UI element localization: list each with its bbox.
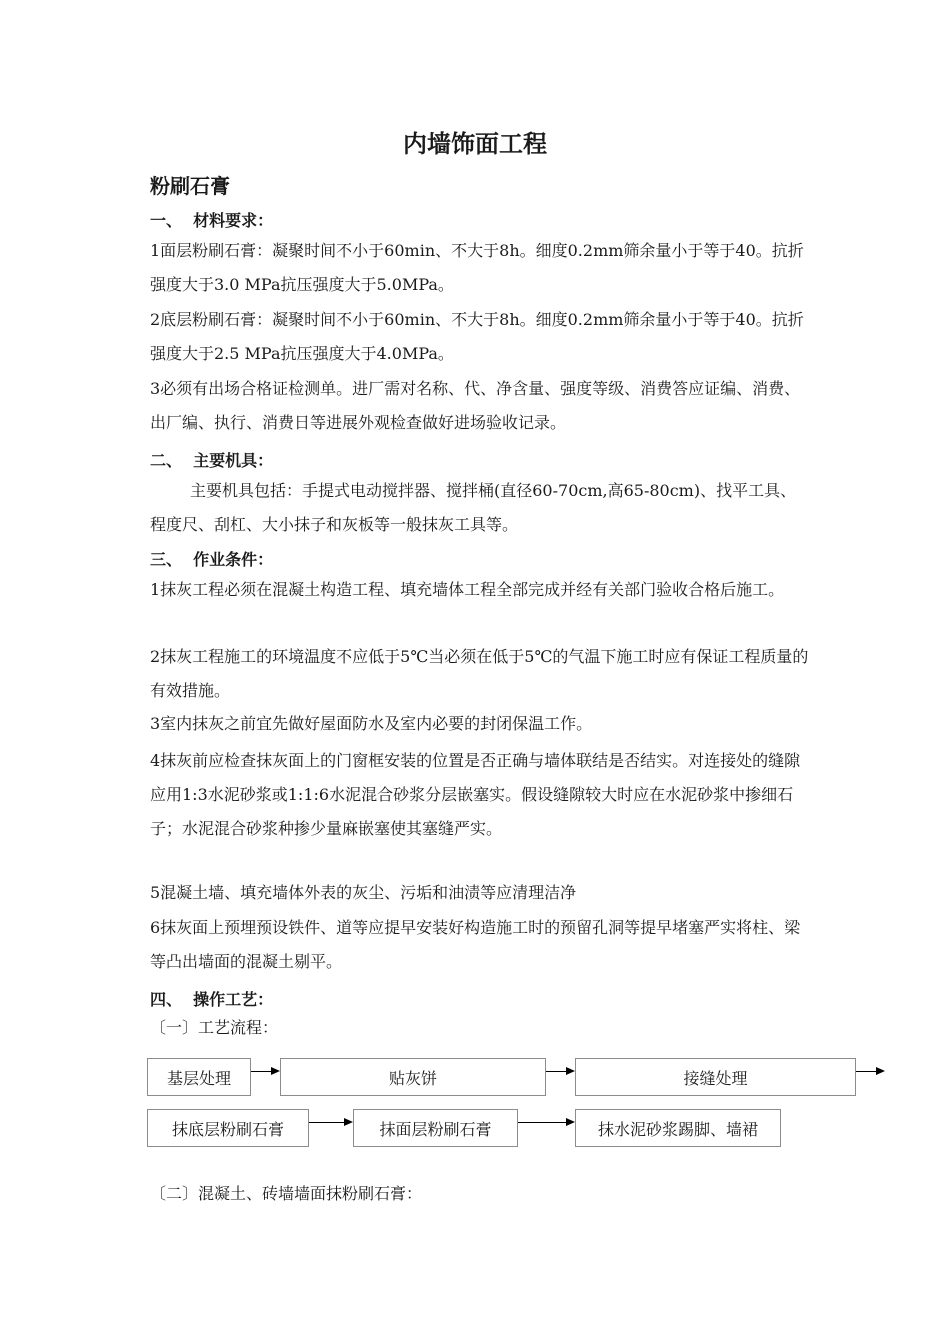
flow-arrow-head (271, 1067, 280, 1075)
section-materials-heading: 一、 材料要求： (150, 211, 274, 230)
material-item-1: 1面层粉刷石膏：凝聚时间不小于60min、不大于8h。细度0.2mm筛余量小于等于40。抗折强度大于3.0 MPa抗压强度大于5.0MPa。 (150, 241, 804, 294)
condition-item-6: 6抹灰面上预埋预设铁件、道等应提早安装好构造施工时的预留孔洞等提早堵塞严实将柱、梁等凸出墙面的混凝土剔平。 (150, 918, 801, 971)
condition-item-4: 4抹灰前应检查抹灰面上的门窗框安装的位置是否正确与墙体联结是否结实。对连接处的缝隙应用1:3水泥砂浆或1:1:6水泥混合砂浆分层嵌塞实。假设缝隙较大时应在水泥砂浆中掺细石子；水泥混合砂浆种掺少量麻嵌塞使其塞缝严实。 (150, 751, 801, 838)
flow-step-1: 基层处理 (147, 1058, 251, 1096)
flow-arrow-head (566, 1118, 575, 1126)
flow-step-5: 抹面层粉刷石膏 (353, 1109, 518, 1147)
section-heading: 粉刷石膏 (150, 174, 230, 198)
flow-arrow (546, 1071, 566, 1072)
process-subheading-1: 〔一〕工艺流程： (150, 1018, 279, 1037)
section-tools-heading: 二、 主要机具： (150, 451, 274, 470)
condition-item-2: 2抹灰工程施工的环境温度不应低于5℃当必须在低于5℃的气温下施工时应有保证工程质量的有效措施。 (150, 647, 809, 700)
material-item-2: 2底层粉刷石膏：凝聚时间不小于60min、不大于8h。细度0.2mm筛余量小于等于40。抗折强度大于2.5 MPa抗压强度大于4.0MPa。 (150, 310, 804, 363)
document-title: 内墙饰面工程 (403, 130, 547, 158)
condition-item-3: 3室内抹灰之前宜先做好屋面防水及室内必要的封闭保温工作。 (150, 714, 593, 733)
flow-arrow (309, 1122, 344, 1123)
section-process-heading: 四、 操作工艺： (150, 990, 274, 1009)
flow-arrow-head (876, 1067, 885, 1075)
flow-step-4: 抹底层粉刷石膏 (147, 1109, 309, 1147)
flow-step-2: 贴灰饼 (280, 1058, 546, 1096)
condition-item-1: 1抹灰工程必须在混凝土构造工程、填充墙体工程全部完成并经有关部门验收合格后施工。 (150, 580, 785, 599)
process-subheading-2: 〔二〕混凝土、砖墙墙面抹粉刷石膏： (150, 1184, 423, 1203)
material-item-3: 3必须有出场合格证检测单。进厂需对名称、代、净含量、强度等级、消费答应证编、消费、出厂编、执行、消费日等进展外观检查做好进场验收记录。 (150, 379, 801, 432)
tools-paragraph: 主要机具包括：手提式电动搅拌器、搅拌桶(直径60-70cm,高65-80cm)、找平工具、程度尺、刮杠、大小抹子和灰板等一般抹灰工具等。 (150, 481, 797, 534)
flow-step-3: 接缝处理 (575, 1058, 856, 1096)
flow-arrow (518, 1122, 566, 1123)
flow-arrow (856, 1071, 876, 1072)
flow-arrow-head (566, 1067, 575, 1075)
flow-arrow-head (344, 1118, 353, 1126)
flow-arrow (251, 1071, 271, 1072)
section-conditions-heading: 三、 作业条件： (150, 550, 274, 569)
flow-step-6: 抹水泥砂浆踢脚、墙裙 (575, 1109, 781, 1147)
condition-item-5: 5混凝土墙、填充墙体外表的灰尘、污垢和油渍等应清理洁净 (150, 883, 577, 902)
